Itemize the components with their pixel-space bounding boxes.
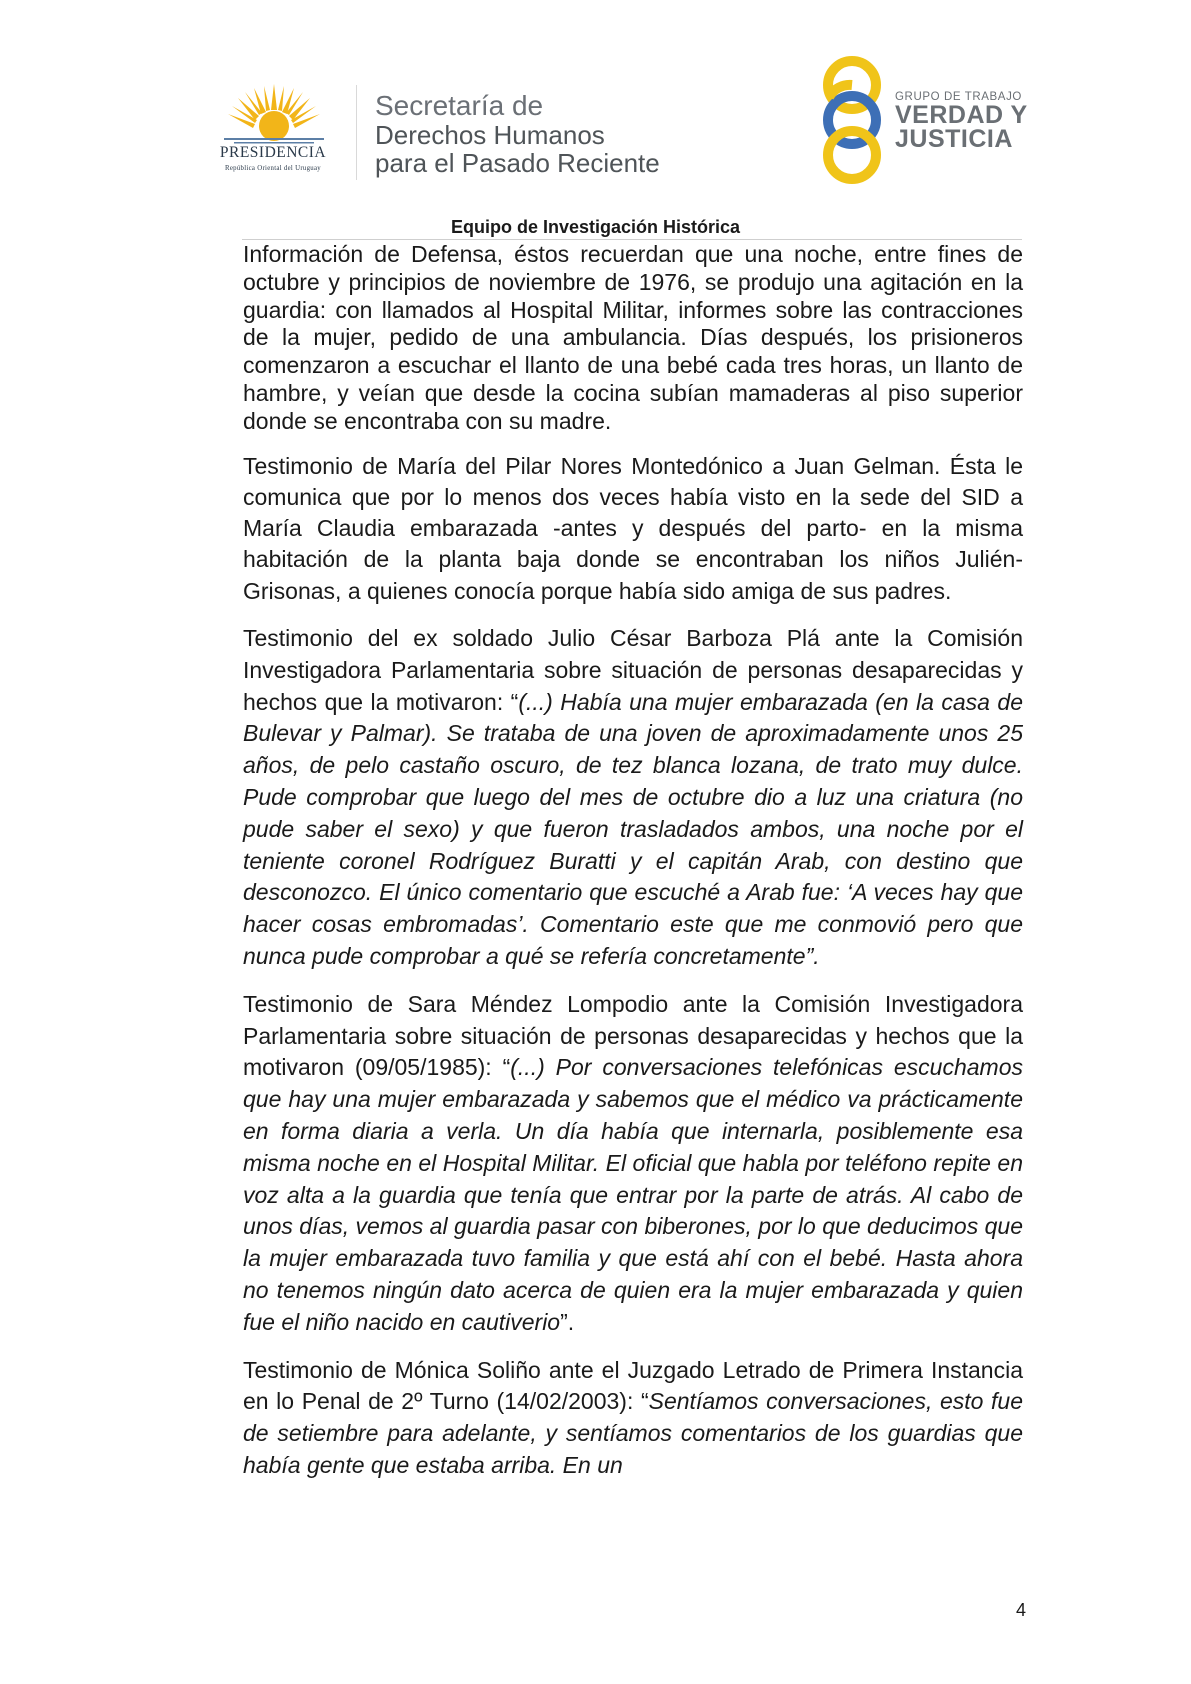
presidencia-logo	[198, 82, 348, 182]
document-body	[243, 241, 1023, 1482]
sun-emblem-icon	[224, 82, 324, 144]
secretaria-line-3: para el Pasado Reciente	[375, 148, 660, 178]
paragraph-2: Testimonio de María del Pilar Nores Montedónico a Juan Gelman. Ésta le comunica que por lo menos dos veces había visto en la sede del SID a María Claudia embarazada -antes y después del parto- en la misma habitación de la planta baja donde se encontraban los niños Julién-Grisonas, a quienes conocía porque había sido amiga de sus padres.	[243, 452, 1023, 604]
grupo-line-1: GRUPO DE TRABAJO	[895, 91, 1022, 103]
presidencia-name: PRESIDENCIA	[219, 144, 327, 161]
paragraph-3-quote: (...) Había una mujer embarazada (en la casa de Bulevar y Palmar). Se trataba de una joven de aproximadamente unos 25 años, de pelo castaño oscuro, de tez blanca lozana, de trato muy dulce. Pude comprobar que luego del mes de octubre dio a luz una criatura (no pude saber el sexo) y que fueron trasladados ambos, una noche por el teniente coronel Rodríguez Buratti y el capitán Arab, con destino que desconozco. El único comentario que escuché a Arab fue: ‘A veces hay que hacer cosas embromadas’. Comentario este que me conmovió pero que nunca pude comprobar a qué se refería concretamente”.	[243, 688, 1023, 970]
logo-divider	[356, 85, 357, 180]
header-rule	[242, 239, 1022, 240]
grupo-line-2: VERDAD Y	[895, 101, 1028, 129]
verdad-justicia-logo	[815, 55, 1030, 185]
paragraph-5-intro: Testimonio de Mónica Soliño ante el Juzgado Letrado de Primera Instancia en lo Penal de 2º Turno (14/02/2003): “	[243, 1356, 1023, 1415]
presidencia-subtitle: República Oriental del Uruguay	[224, 165, 321, 172]
secretaria-logo-text	[375, 90, 660, 177]
paragraph-3	[243, 623, 1023, 973]
paragraph-5-quote: Sentíamos conversaciones, esto fue de setiembre para adelante, y sentíamos comentarios de los guardias que había gente que estaba arriba. En un	[243, 1388, 1024, 1478]
grupo-line-3: JUSTICIA	[895, 125, 1013, 153]
page-header	[0, 0, 1191, 240]
paragraph-4	[243, 989, 1023, 1339]
page-number: 4	[1016, 1600, 1027, 1620]
paragraph-3-intro: Testimonio del ex soldado Julio César Barboza Plá ante la Comisión Investigadora Parlamentaria sobre situación de personas desaparecidas y hechos que la motivaron: “	[243, 625, 1023, 715]
grupo-trabajo-text	[895, 91, 1028, 151]
team-title: Equipo de Investigación Histórica	[450, 217, 741, 237]
secretaria-line-1: Secretaría de	[375, 90, 544, 121]
paragraph-4-quote: (...) Por conversaciones telefónicas escuchamos que hay una mujer embarazada y sabemos que el médico va prácticamente en forma diaria a verla. Un día había que internarla, posiblemente esa misma noche en el Hospital Militar. El oficial que habla por teléfono repite en voz alta a la guardia que tenía que entrar por la parte de atrás. Al cabo de unos días, vemos al guardia pasar con biberones, por lo que deducimos que la mujer embarazada tuvo familia y que está ahí con el bebé. Hasta ahora no tenemos ningún dato acerca de quien era la mujer embarazada y quien fue el niño nacido en cautiverio	[243, 1054, 1023, 1335]
paragraph-4-intro: Testimonio de Sara Méndez Lompodio ante la Comisión Investigadora Parlamentaria sobre situación de personas desaparecidas y hechos que la motivaron (09/05/1985): “	[243, 990, 1023, 1081]
interlocked-rings-icon	[815, 55, 890, 185]
paragraph-4-end: ”.	[560, 1308, 575, 1335]
paragraph-1: Información de Defensa, éstos recuerdan que una noche, entre fines de octubre y principios de noviembre de 1976, se produjo una agitación en la guardia: con llamados al Hospital Militar, informes sobre las contracciones de la mujer, pedido de una ambulancia. Días después, los prisioneros comenzaron a escuchar el llanto de una bebé cada tres horas, un llanto de hambre, y veían que desde la cocina subían mamaderas al piso superior donde se encontraba con su madre.	[243, 241, 1023, 434]
paragraph-5	[243, 1355, 1023, 1482]
secretaria-line-2: Derechos Humanos	[375, 120, 605, 150]
